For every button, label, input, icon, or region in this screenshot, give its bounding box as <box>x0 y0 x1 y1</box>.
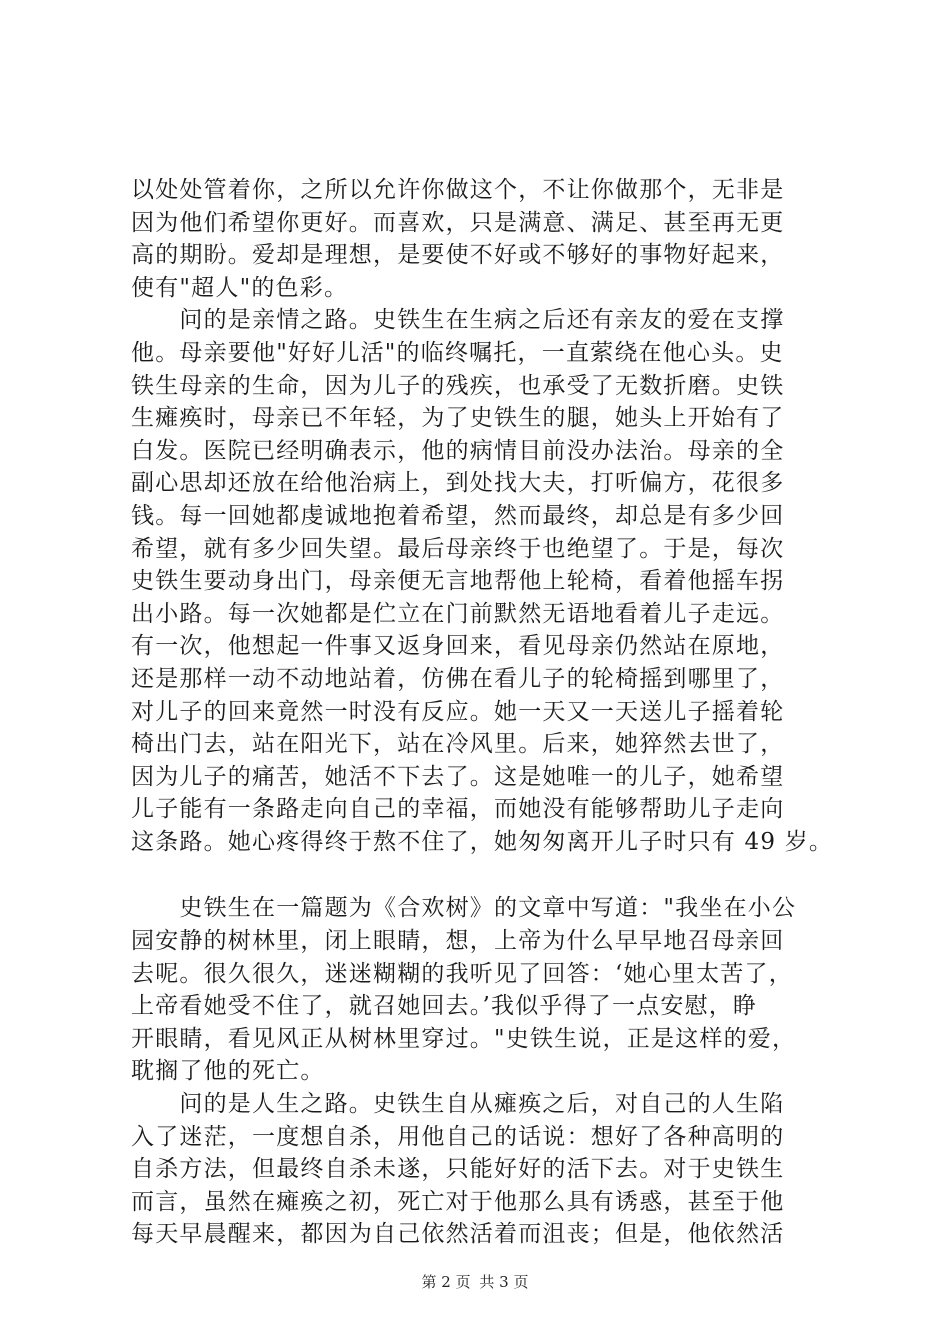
text-line: 使有"超人"的色彩。 <box>131 274 349 301</box>
text-line: 史铁生要动身出门，母亲便无言地帮他上轮椅，看着他摇车拐 <box>131 568 785 595</box>
text-line: 开眼睛，看见风正从树林里穿过。"史铁生说，正是这样的爱， <box>131 1025 797 1052</box>
text-line: 因为他们希望你更好。而喜欢，只是满意、满足、甚至再无更 <box>131 209 785 236</box>
text-line: 铁生母亲的生命，因为儿子的残疾，也承受了无数折磨。史铁 <box>131 372 785 399</box>
text-line: 生瘫痪时，母亲已不年轻，为了史铁生的腿，她头上开始有了 <box>131 405 785 432</box>
text-line: 钱。每一回她都虔诚地抱着希望，然而最终，却总是有多少回 <box>131 502 785 529</box>
text-line: 因为儿子的痛苦，她活不下去了。这是她唯一的儿子，她希望 <box>131 763 785 790</box>
text-line: 他。母亲要他"好好儿活"的临终嘱托，一直萦绕在他心头。史 <box>131 339 784 366</box>
text-line: 每天早晨醒来，都因为自己依然活着而沮丧；但是，他依然活 <box>131 1221 785 1248</box>
text-line: 还是那样一动不动地站着，仿佛在看儿子的轮椅摇到哪里了， <box>131 665 785 692</box>
text-line: 希望，就有多少回失望。最后母亲终于也绝望了。于是，每次 <box>131 535 785 562</box>
text-line: 儿子能有一条路走向自己的幸福，而她没有能够帮助儿子走向 <box>131 796 785 823</box>
paragraph <box>131 1088 831 1251</box>
page-total: 共 3 页 <box>479 1273 529 1291</box>
text-line: 入了迷茫，一度想自杀，用他自己的话说：想好了各种高明的 <box>131 1123 785 1150</box>
text-line: 有一次，他想起一件事又返身回来，看见母亲仍然站在原地， <box>131 633 785 660</box>
text-line: 问的是人生之路。史铁生自从瘫痪之后，对自己的人生陷 <box>131 1091 785 1118</box>
text-line: 史铁生在一篇题为《合欢树》的文章中写道："我坐在小公 <box>131 895 797 922</box>
page-footer <box>0 1271 950 1292</box>
text-line: 以处处管着你，之所以允许你做这个，不让你做那个，无非是 <box>131 177 785 203</box>
paragraph <box>131 174 831 304</box>
text-line: 出小路。每一次她都是伫立在门前默然无语地看着儿子走远。 <box>131 600 785 627</box>
text-line: 上帝看她受不住了，就召她回去。’我似乎得了一点安慰，睁 <box>131 993 758 1020</box>
text-line: 这条路。她心疼得终于熬不住了，她匆匆离开儿子时只有 49 岁。 <box>131 828 834 855</box>
page-number: 第 2 页 <box>421 1273 471 1291</box>
paragraph-spacer <box>131 858 831 892</box>
text-line: 问的是亲情之路。史铁生在生病之后还有亲友的爱在支撑 <box>131 307 785 334</box>
text-line: 高的期盼。爱却是理想，是要使不好或不够好的事物好起来， <box>131 242 785 269</box>
paragraph <box>131 304 834 858</box>
text-line: 耽搁了他的死亡。 <box>131 1058 325 1085</box>
text-line: 白发。医院已经明确表示，他的病情目前没办法治。母亲的全 <box>131 437 785 464</box>
text-line: 自杀方法，但最终自杀未遂，只能好好的活下去。对于史铁生 <box>131 1156 785 1183</box>
text-line: 园安静的树林里，闭上眼睛，想，上帝为什么早早地召母亲回 <box>131 928 785 955</box>
text-line: 对儿子的回来竟然一时没有反应。她一天又一天送儿子摇着轮 <box>131 698 785 725</box>
text-line: 椅出门去，站在阳光下，站在冷风里。后来，她猝然去世了， <box>131 731 785 758</box>
text-line: 去呢。很久很久，迷迷糊糊的我听见了回答：‘她心里太苦了， <box>131 960 793 987</box>
text-line: 副心思却还放在给他治病上，到处找大夫，打听偏方，花很多 <box>131 470 785 497</box>
body-text <box>131 174 834 1251</box>
paragraph <box>131 892 831 1088</box>
text-line: 而言，虽然在瘫痪之初，死亡对于他那么具有诱惑，甚至于他 <box>131 1188 785 1215</box>
